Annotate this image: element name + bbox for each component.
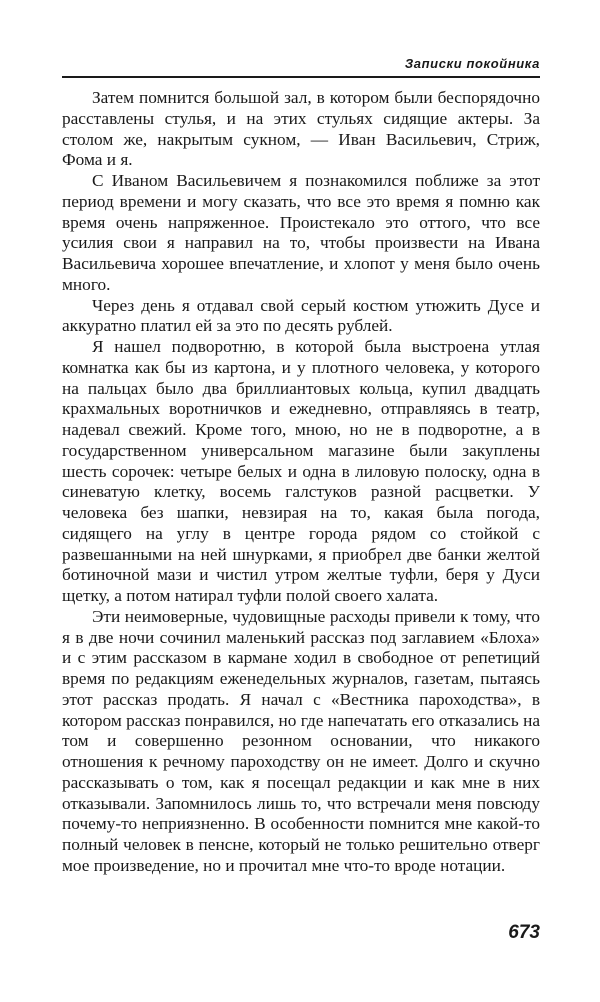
body-text xyxy=(62,88,540,877)
paragraph-3: Через день я отдавал свой серый костюм утюжить Дусе и аккуратно платил ей за это по десять рублей. xyxy=(62,295,540,336)
paragraph-1: Затем помнится большой зал, в котором были беспорядочно расставлены стулья, и на этих стульях сидящие актеры. За столом же, накрытым сукном, — Иван Васильевич, Стриж, Фома и я. xyxy=(62,88,540,170)
paragraph-5: Эти неимоверные, чудовищные расходы привели к тому, что я в две ночи сочинил маленький рассказ под заглавием «Блоха» и с этим рассказом в кармане ходил в свободное от репетиций время по редакциям еженедельных журналов, газетам, пытаясь этот рассказ продать. Я начал с «Вестника пароходства», в котором рассказ понравился, но где напечатать его отказались на том и совершенно резонном основании, что никакого отношения к речному пароходству он не имеет. Долго и скучно рассказывать о том, как я посещал редакции и как мне в них отказывали. Запомнилось лишь то, что встречали меня повсюду почему-то неприязненно. В особенности помнится мне какой-то полный человек в пенсне, который не только решительно отверг мое произведение, но и прочитал мне что-то вроде нотации. xyxy=(62,606,540,875)
running-header xyxy=(62,52,540,78)
running-header-title: Записки покойника xyxy=(404,56,540,71)
page-number: 673 xyxy=(508,922,540,943)
paragraph-2: С Иваном Васильевичем я познакомился поближе за этот период времени и могу сказать, что все это время я помню как время очень напряженное. Проистекало это оттого, что все усилия свои я направил на то, чтобы произвести на Ивана Васильевича хорошее впечатление, и хлопот у меня было очень много. xyxy=(62,171,540,294)
paragraph-4: Я нашел подворотню, в которой была выстроена утлая комнатка как бы из картона, и у плотного человека, у которого на пальцах было два бриллиантовых кольца, купил двадцать крахмальных воротничков и ежедневно, отправляясь в театр, надевал свежий. Кроме того, мною, но не в подворотне, а в государственном универсальном магазине были закуплены шесть сорочек: четыре белых и одна в лиловую полоску, одна в синеватую клетку, восемь галстуков разной расцветки. У человека без шапки, невзирая на то, какая была погода, сидящего на углу в центре города рядом со стойкой с развешанными на ней шнурками, я приобрел две банки желтой ботиночной мази и чистил утром желтые туфли, беря у Дуси щетку, а потом натирал туфли полой своего халата. xyxy=(62,337,540,605)
